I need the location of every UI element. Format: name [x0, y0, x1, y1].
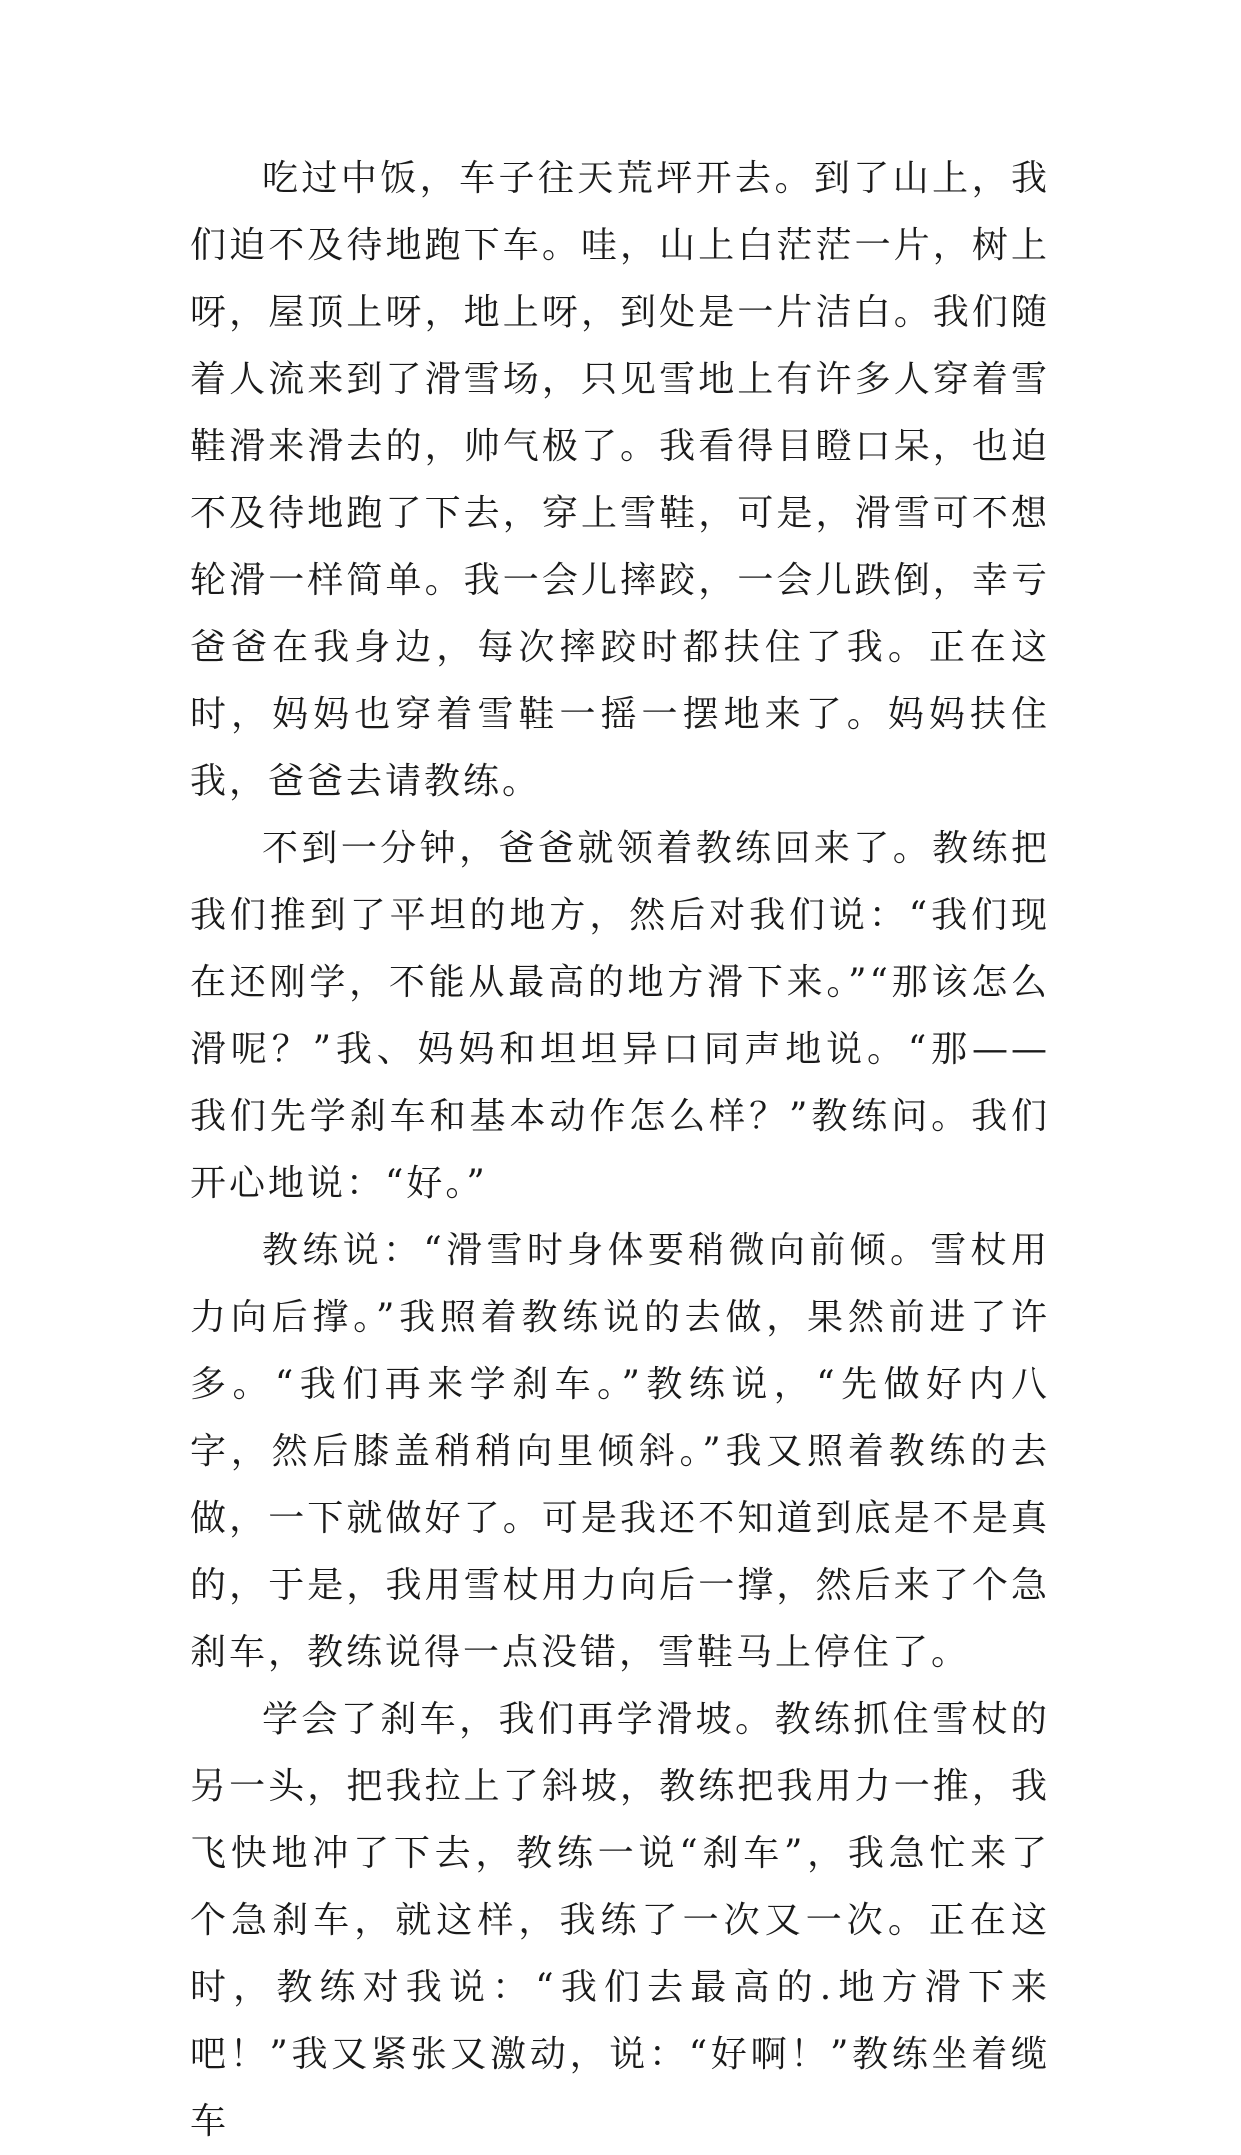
paragraph-4: 学会了刹车，我们再学滑坡。教练抓住雪杖的另一头，把我拉上了斜坡，教练把我用力一推，我飞快地冲了下去，教练一说“刹车”，我急忙来了个急刹车，就这样，我练了一次又一次。正在这时，教练对我说：“我们去最高的.地方滑下来吧！”我又紧张又激动，说：“好啊！”教练坐着缆车 [190, 1699, 1050, 2142]
paragraph-1: 吃过中饭，车子往天荒坪开去。到了山上，我们迫不及待地跑下车。哇，山上白茫茫一片，树上呀，屋顶上呀，地上呀，到处是一片洁白。我们随着人流来到了滑雪场，只见雪地上有许多人穿着雪鞋滑来滑去的，帅气极了。我看得目瞪口呆，也迫不及待地跑了下去，穿上雪鞋，可是，滑雪可不想轮滑一样简单。我一会儿摔跤，一会儿跌倒，幸亏爸爸在我身边，每次摔跤时都扶住了我。正在这时，妈妈也穿着雪鞋一摇一摆地来了。妈妈扶住我，爸爸去请教练。 [190, 158, 1050, 802]
paragraph-2: 不到一分钟，爸爸就领着教练回来了。教练把我们推到了平坦的地方，然后对我们说：“我们现在还刚学，不能从最高的地方滑下来。”“那该怎么滑呢？”我、妈妈和坦坦异口同声地说。“那——我们先学刹车和基本动作怎么样？”教练问。我们开心地说：“好。” [190, 828, 1050, 1204]
body-text [190, 145, 1050, 2155]
paragraph-3: 教练说：“滑雪时身体要稍微向前倾。雪杖用力向后撑。”我照着教练说的去做，果然前进了许多。“我们再来学刹车。”教练说，“先做好内八字，然后膝盖稍稍向里倾斜。”我又照着教练的去做，一下就做好了。可是我还不知道到底是不是真的，于是，我用雪杖用力向后一撑，然后来了个急刹车，教练说得一点没错，雪鞋马上停住了。 [190, 1230, 1050, 1673]
